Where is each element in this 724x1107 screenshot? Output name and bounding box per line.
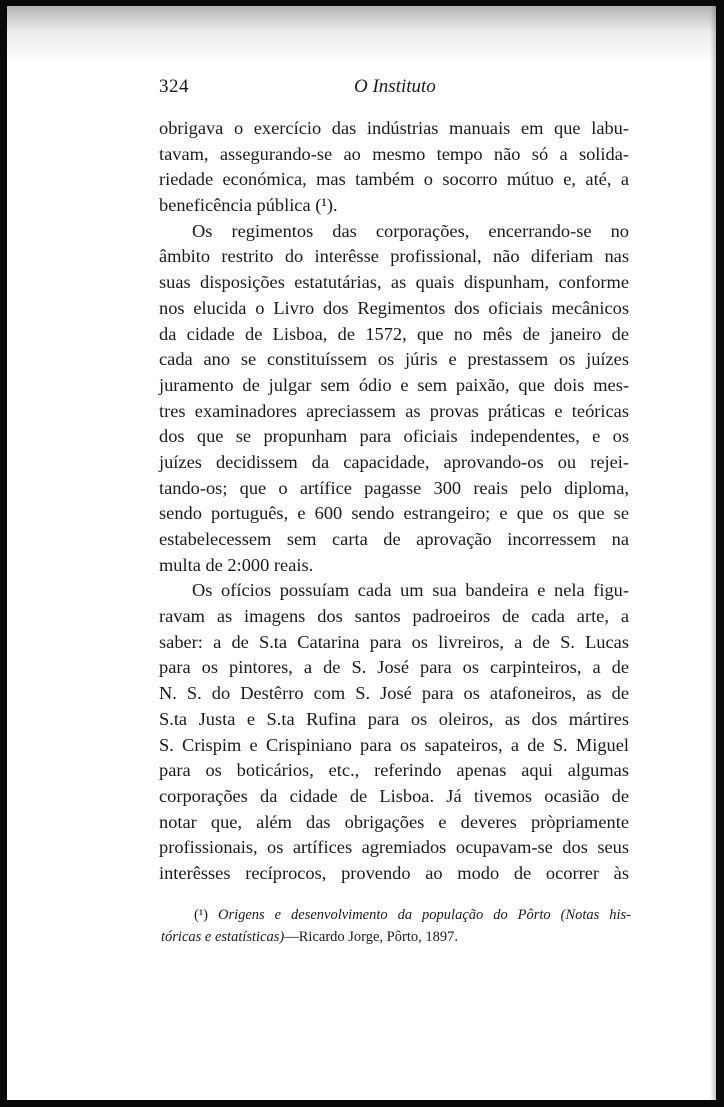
text-line: tres examinadores apreciassem as provas práticas e teóricas xyxy=(159,400,629,421)
text-line: para os pintores, a de S. José para os carpinteiros, a de xyxy=(159,657,629,678)
text-line: nos elucida o Livro dos Regimentos dos oficiais mecânicos xyxy=(159,297,629,318)
text-line: para os boticários, etc., referindo apenas aqui algumas xyxy=(159,760,629,781)
text-line: S. Crispim e Crispiniano para os sapateiros, a de S. Miguel xyxy=(159,734,629,755)
text-line: dos que se propunham para oficiais independentes, e os xyxy=(159,426,629,447)
text-line: Os ofícios possuíam cada um sua bandeira e nela figu- xyxy=(192,580,629,601)
footnote-citation: —Ricardo Jorge, Pôrto, 1897. xyxy=(284,929,458,945)
footnote-work-title: Origens e desenvolvimento da população do Pôrto (Notas his- xyxy=(217,907,632,923)
page-edge-shadow xyxy=(710,6,716,1100)
footnote-work-title-cont: tóricas e estatísticas) xyxy=(161,929,285,945)
text-line: N. S. do Destêrro com S. José para os atafoneiros, as de xyxy=(159,683,629,704)
text-line: da cidade de Lisboa, de 1572, que no mês de janeiro de xyxy=(159,323,629,344)
text-line: S.ta Justa e S.ta Rufina para os oleiros, as dos mártires xyxy=(159,708,629,729)
text-line: tando-os; que o artífice pagasse 300 reais pelo diploma, xyxy=(159,477,629,498)
text-line: tavam, assegurando-se ao mesmo tempo não só a solida- xyxy=(159,143,629,164)
scan-shadow xyxy=(7,6,716,64)
text-line: juramento de julgar sem ódio e sem paixão, que dois mes- xyxy=(159,374,629,395)
page-number: 324 xyxy=(159,76,189,97)
text-line: obrigava o exercício das indústrias manuais em que labu- xyxy=(159,118,629,138)
text-line: interêsses recíprocos, provendo ao modo de ocorrer às xyxy=(159,862,629,883)
text-line: notar que, além das obrigações e deveres pròpriamente xyxy=(159,811,629,832)
text-line: saber: a de S.ta Catarina para os livreiros, a de S. Lucas xyxy=(159,631,629,652)
text-line: corporações da cidade de Lisboa. Já tivemos ocasião de xyxy=(159,785,629,806)
footnote-line xyxy=(161,904,631,926)
running-header xyxy=(159,76,629,98)
text-line: sendo português, e 600 sendo estrangeiro; e que os que se xyxy=(159,503,629,524)
text-line: suas disposições estatutárias, as quais dispunham, conforme xyxy=(159,272,629,293)
text-line: âmbito restrito do interêsse profissional, não diferiam nas xyxy=(159,246,629,267)
text-line: ravam as imagens dos santos padroeiros de cada arte, a xyxy=(159,606,629,627)
text-line: beneficência pública (¹). xyxy=(159,195,338,216)
text-line: juízes decidissem da capacidade, aprovando-os ou rejei- xyxy=(159,451,629,472)
text-line: riedade económica, mas também o socorro mútuo e, até, a xyxy=(159,169,629,190)
body-text xyxy=(159,116,629,887)
text-line: Os regimentos das corporações, encerrando-se no xyxy=(192,220,629,241)
text-line: profissionais, os artífices agremiados ocupavam-se dos seus xyxy=(159,837,629,858)
footnote-line xyxy=(161,926,631,948)
text-line: cada ano se constituíssem os júris e prestassem os juízes xyxy=(159,349,629,370)
footnote xyxy=(161,904,631,948)
text-line: estabelecessem sem carta de aprovação incorressem na xyxy=(159,529,629,549)
footnote-marker: (¹) xyxy=(194,907,209,923)
running-title: O Instituto xyxy=(354,76,436,97)
text-line: multa de 2:000 reais. xyxy=(159,554,314,575)
